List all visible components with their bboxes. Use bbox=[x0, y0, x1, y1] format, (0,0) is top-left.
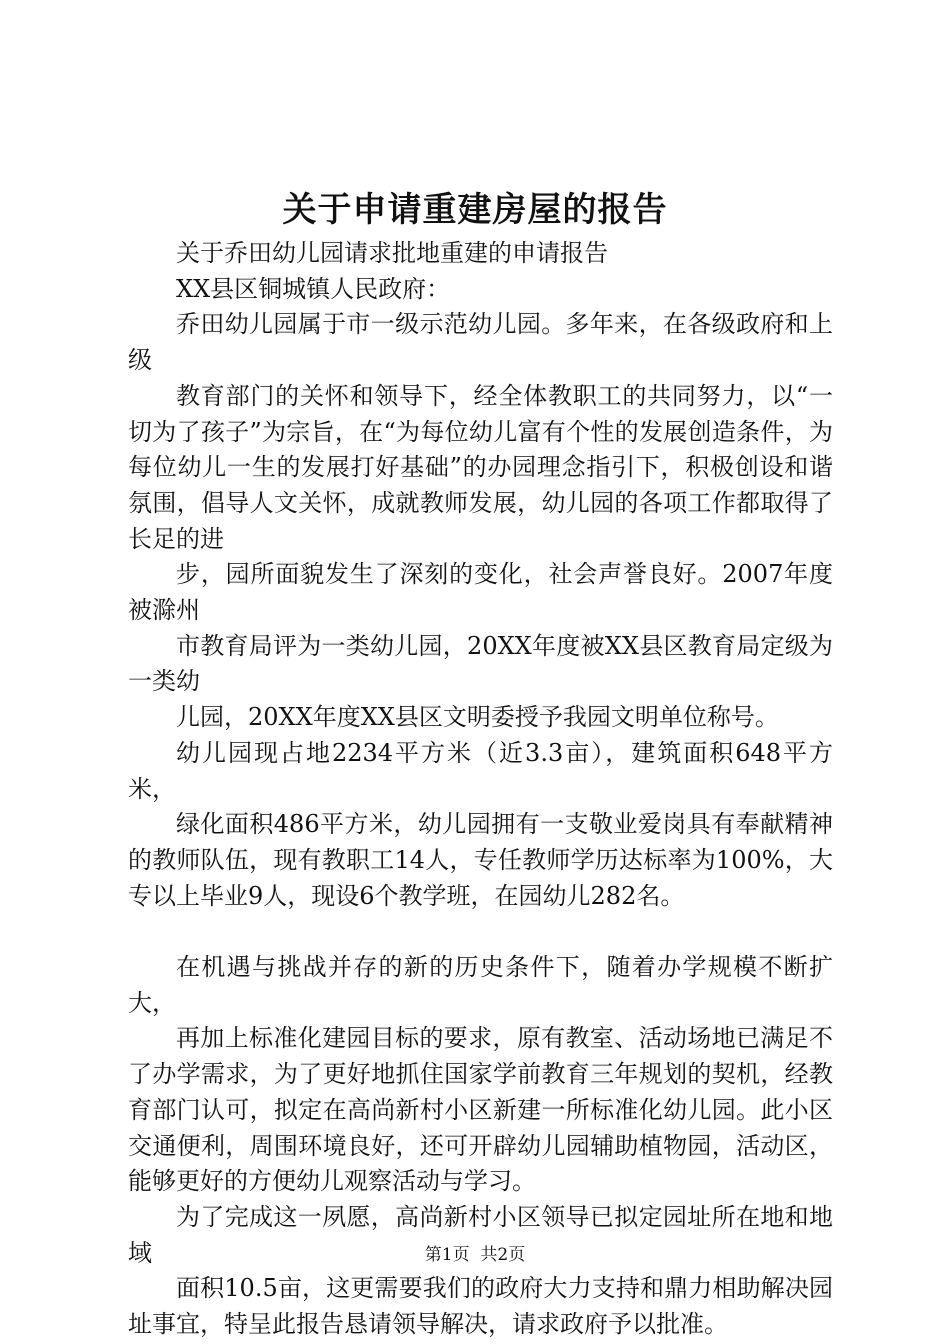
paragraph: 关于乔田幼儿园请求批地重建的申请报告 bbox=[176, 239, 608, 267]
page-number: 第1页 bbox=[424, 1245, 470, 1265]
page-total: 共2页 bbox=[480, 1245, 526, 1265]
paragraph: 面积10.5亩，这更需要我们的政府大力支持和鼎力相助解决园址事宜，特呈此报告恳请领导解决，请求政府予以批准。 bbox=[128, 1274, 833, 1339]
paragraph: 幼儿园现占地2234平方米（近3.3亩），建筑面积648平方米， bbox=[128, 738, 833, 803]
paragraph: 步，园所面貌发生了深刻的变化，社会声誉良好。2007年度被滁州 bbox=[128, 560, 833, 625]
page-footer bbox=[0, 1243, 950, 1267]
paragraph: 再加上标准化建园目标的要求，原有教室、活动场地已满足不了办学需求，为了更好地抓住国家学前教育三年规划的契机，经教育部门认可，拟定在高尚新村小区新建一所标准化幼儿园。此小区交通便利，周围环境良好，还可开辟幼儿园辅助植物园，活动区，能够更好的方便幼儿观察活动与学习。 bbox=[128, 1024, 833, 1196]
paragraph: 乔田幼儿园属于市一级示范幼儿园。多年来，在各级政府和上级 bbox=[128, 310, 833, 375]
footer-separator bbox=[470, 1245, 481, 1265]
paragraph: 教育部门的关怀和领导下，经全体教职工的共同努力，以“一切为了孩子”为宗旨，在“为每位幼儿富有个性的发展创造条件，为每位幼儿一生的发展打好基础”的办园理念指引下，积极创设和谐氛围，倡导人文关怀，成就教师发展，幼儿园的各项工作都取得了长足的进 bbox=[128, 381, 833, 553]
paragraph: 为了完成这一夙愿，高尚新村小区领导已拟定园址所在地和地域 bbox=[128, 1202, 833, 1267]
document-title: 关于申请重建房屋的报告 bbox=[282, 190, 668, 230]
paragraph: 在机遇与挑战并存的新的历史条件下，随着办学规模不断扩大， bbox=[128, 953, 833, 1017]
paragraph: 绿化面积486平方米，幼儿园拥有一支敬业爱岗具有奉献精神的教师队伍，现有教职工14人，专任教师学历达标率为100%，大专以上毕业9人，现设6个教学班，在园幼儿282名。 bbox=[128, 810, 833, 910]
paragraph: 儿园，20XX年度XX县区文明委授予我园文明单位称号。 bbox=[176, 703, 779, 732]
paragraph: XX县区铜城镇人民政府： bbox=[176, 274, 451, 303]
document-body bbox=[128, 236, 833, 1343]
paragraph: 市教育局评为一类幼儿园，20XX年度被XX县区教育局定级为一类幼 bbox=[128, 631, 833, 696]
